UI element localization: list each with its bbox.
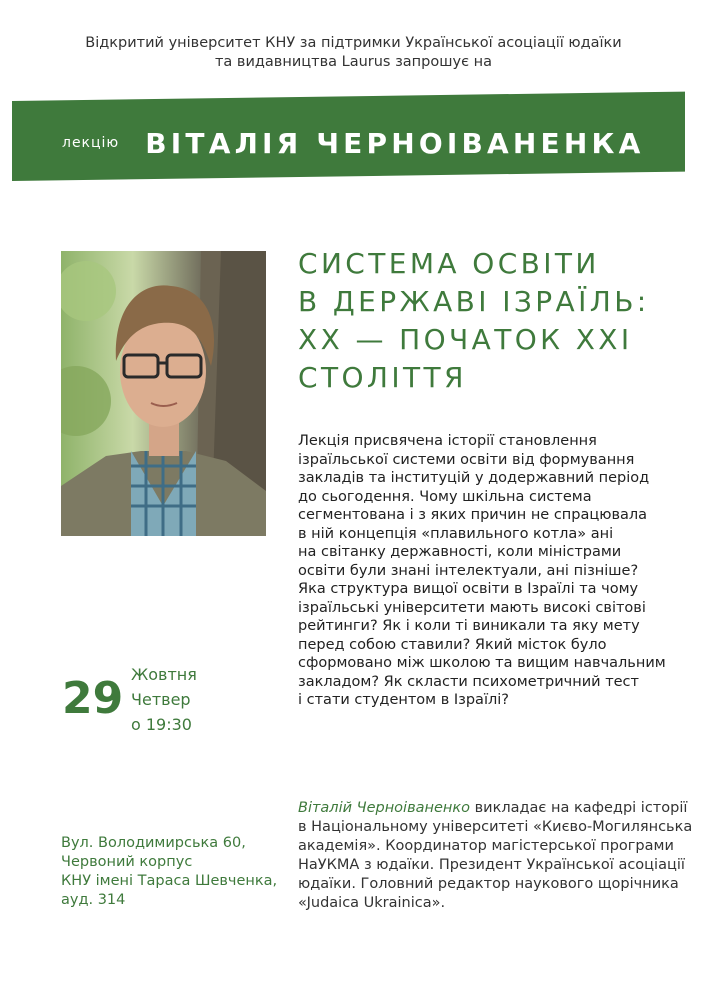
- description-line: Лекція присвячена історії становлення: [298, 433, 597, 449]
- address-line: КНУ імені Тараса Шевченка,: [61, 873, 278, 889]
- banner-text: [62, 126, 644, 160]
- title-line: В ДЕРЖАВІ ІЗРАЇЛЬ:: [298, 285, 650, 318]
- description-line: на світанку державності, коли міністрами: [298, 544, 622, 560]
- lecture-description: [298, 432, 698, 710]
- event-day: 29: [62, 673, 124, 724]
- bio-speaker-name: Віталій Черноіваненко: [298, 800, 471, 816]
- description-line: сегментована і з яких причин не спрацювала: [298, 507, 648, 523]
- event-time: о 19:30: [131, 715, 192, 734]
- address-line: ауд. 314: [61, 892, 126, 908]
- bio-line: НаУКМА з юдаїки. Президент Української асоціації: [298, 857, 685, 873]
- address-line: Червоний корпус: [61, 854, 193, 870]
- description-line: в ній концепція «плавильного котла» ані: [298, 525, 614, 542]
- description-line: Яка структура вищої освіти в Ізраїлі та чому: [298, 581, 639, 597]
- description-line: ізраїльські університети мають високі світові: [298, 599, 646, 616]
- event-month: Жовтня: [131, 665, 197, 684]
- bio-line: в Національному університеті «Києво-Могилянська: [298, 819, 693, 835]
- bio-line: [298, 799, 698, 818]
- description-line: закладів та інституцій у додержавний період: [298, 470, 650, 486]
- title-line: СТОЛІТТЯ: [298, 361, 467, 394]
- bio-line: юдаїки. Головний редактор наукового щорічника: [298, 876, 679, 892]
- description-line: освіти були знані інтелектуали, ані пізніше?: [298, 562, 639, 579]
- intro-line: Відкритий університет КНУ за підтримки Української асоціації юдаїки: [85, 35, 622, 51]
- speaker-bio: [298, 799, 698, 913]
- description-line: сформовано між школою та вищим навчальним: [298, 655, 666, 671]
- description-line: до сьогодення. Чому шкільна система: [298, 488, 592, 505]
- description-line: ізраїльської системи освіти від формування: [298, 451, 635, 468]
- description-line: рейтинги? Як і коли ті виникали та яку мету: [298, 618, 640, 634]
- address-line: Вул. Володимирська 60,: [61, 835, 246, 851]
- intro-line: та видавництва Laurus запрошує на: [214, 54, 493, 70]
- title-line: XX — ПОЧАТОК XXI: [298, 323, 633, 356]
- description-line: перед собою ставили? Який місток було: [298, 636, 607, 653]
- description-line: і стати студентом в Ізраїлі?: [298, 692, 509, 708]
- bio-line: академія». Координатор магістерської програми: [298, 838, 674, 854]
- bio-line: «Judaica Ukrainica».: [298, 895, 446, 911]
- speaker-photo: [61, 251, 266, 536]
- lecture-label: лекцію: [62, 135, 120, 151]
- lecture-title: [298, 245, 698, 397]
- speaker-name: ВІТАЛІЯ ЧЕРНОІВАНЕНКА: [145, 126, 645, 160]
- title-line: СИСТЕМА ОСВІТИ: [298, 247, 600, 280]
- description-line: закладом? Як скласти психометричний тест: [298, 673, 639, 690]
- event-address: [61, 834, 277, 910]
- bio-first-line: викладає на кафедрі історії: [470, 800, 688, 816]
- intro-text: [0, 34, 707, 72]
- event-weekday: Четвер: [131, 690, 191, 709]
- event-date-details: [131, 662, 197, 737]
